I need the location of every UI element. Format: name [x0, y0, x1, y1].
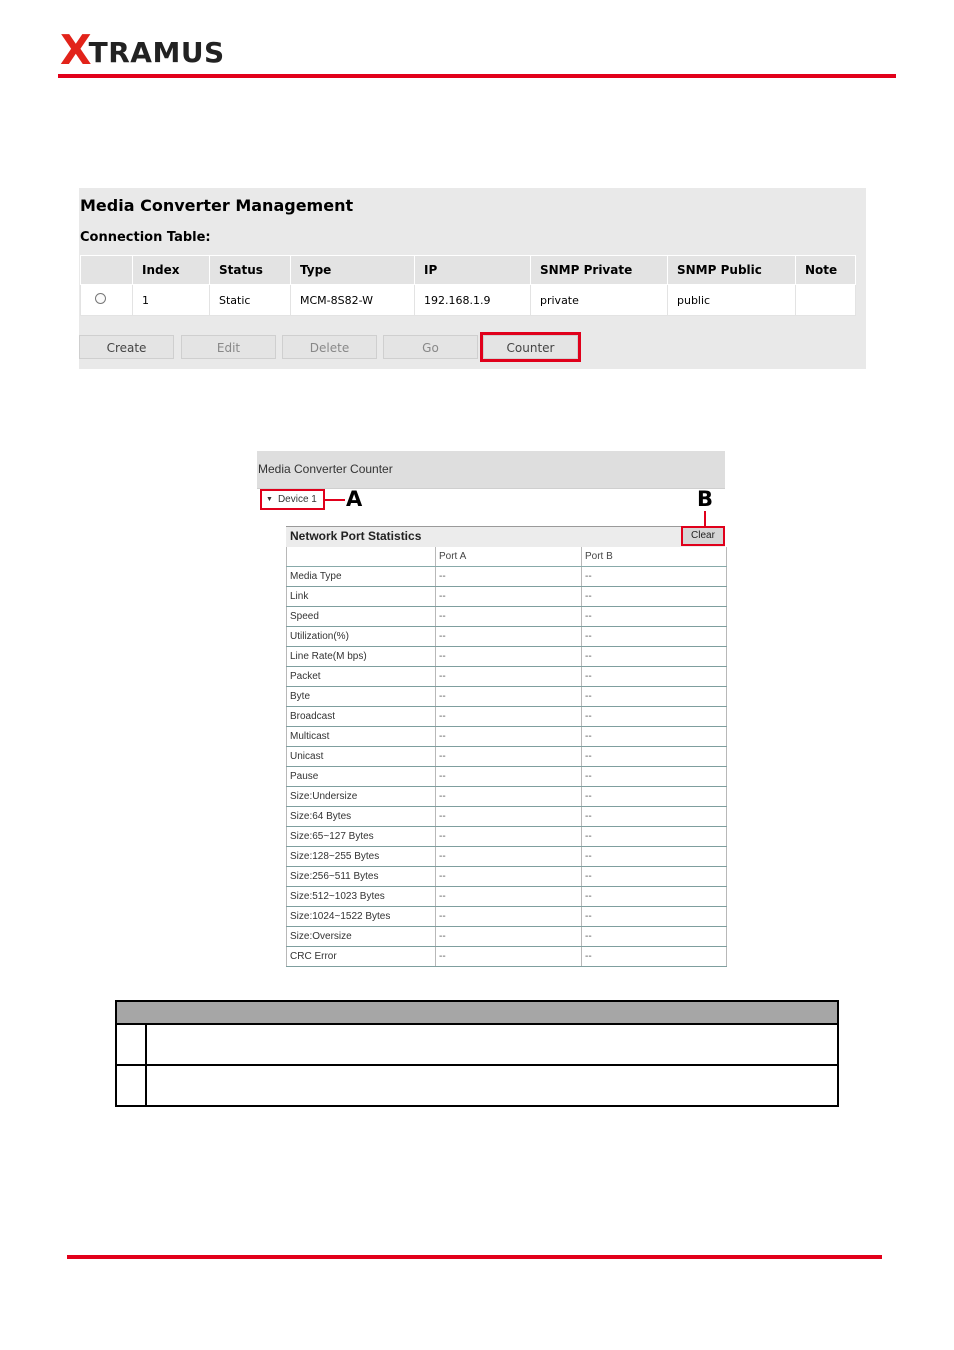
clear-button[interactable]: Clear [681, 526, 725, 546]
connection-table-label: Connection Table: [80, 230, 211, 245]
table-row [287, 627, 727, 647]
port-b-cell: -- [582, 867, 727, 887]
callout-b-label: B [697, 487, 714, 511]
device-label: Device 1 [277, 494, 317, 505]
port-a-cell: -- [436, 687, 582, 707]
table-row [287, 567, 727, 587]
table-row [287, 747, 727, 767]
go-button[interactable]: Go [383, 335, 478, 359]
table-row [287, 807, 727, 827]
port-a-cell: -- [436, 567, 582, 587]
stat-name-cell: Packet [287, 667, 436, 687]
port-b-cell: -- [582, 607, 727, 627]
stat-name-cell: Unicast [287, 747, 436, 767]
col-port-b: Port B [582, 547, 727, 567]
legend-desc-cell [146, 1024, 838, 1065]
connection-table-header [81, 256, 856, 285]
port-a-cell: -- [436, 607, 582, 627]
triangle-down-icon: ▼ [266, 496, 273, 503]
legend-key-cell [116, 1065, 146, 1106]
table-row [287, 847, 727, 867]
port-a-cell: -- [436, 727, 582, 747]
legend-header [116, 1001, 838, 1024]
row-radio[interactable] [95, 293, 106, 304]
stat-name-cell: Size:65~127 Bytes [287, 827, 436, 847]
stat-name-cell: Size:Oversize [287, 927, 436, 947]
stat-name-cell: Size:128~255 Bytes [287, 847, 436, 867]
stat-name-cell: Size:256~511 Bytes [287, 867, 436, 887]
port-b-cell: -- [582, 567, 727, 587]
footer-divider [67, 1255, 882, 1259]
stat-name-cell: Broadcast [287, 707, 436, 727]
legend-desc-cell [146, 1065, 838, 1106]
stats-section-title: Network Port Statistics [290, 529, 422, 543]
port-a-cell: -- [436, 747, 582, 767]
cell-ip: 192.168.1.9 [415, 285, 531, 316]
table-row [287, 927, 727, 947]
port-b-cell: -- [582, 767, 727, 787]
stat-name-cell: Size:64 Bytes [287, 807, 436, 827]
table-row [287, 947, 727, 967]
stat-name-cell: Media Type [287, 567, 436, 587]
col-snmp-private: SNMP Private [531, 256, 668, 285]
logo-wordmark: TRAMUS [88, 36, 225, 69]
legend-row-b [116, 1065, 838, 1106]
callout-b-line [704, 511, 706, 526]
create-button[interactable]: Create [79, 335, 174, 359]
col-snmp-public: SNMP Public [668, 256, 796, 285]
port-b-cell: -- [582, 907, 727, 927]
port-a-cell: -- [436, 787, 582, 807]
port-b-cell: -- [582, 807, 727, 827]
stat-name-cell: Size:Undersize [287, 787, 436, 807]
port-a-cell: -- [436, 927, 582, 947]
port-b-cell: -- [582, 627, 727, 647]
port-b-cell: -- [582, 927, 727, 947]
table-row[interactable] [81, 285, 856, 316]
port-a-cell: -- [436, 627, 582, 647]
callout-a-line [325, 499, 345, 501]
col-select [81, 256, 133, 285]
table-row [287, 587, 727, 607]
cell-index: 1 [133, 285, 210, 316]
counter-button[interactable]: Counter [483, 335, 578, 359]
port-a-cell: -- [436, 587, 582, 607]
xtramus-logo [60, 26, 225, 74]
port-b-cell: -- [582, 687, 727, 707]
legend-table [115, 1000, 839, 1107]
port-a-cell: -- [436, 847, 582, 867]
table-row [287, 767, 727, 787]
col-note: Note [796, 256, 856, 285]
port-b-cell: -- [582, 667, 727, 687]
stat-name-cell: Multicast [287, 727, 436, 747]
col-stat-name [287, 547, 436, 567]
stat-name-cell: Speed [287, 607, 436, 627]
col-index: Index [133, 256, 210, 285]
port-a-cell: -- [436, 907, 582, 927]
col-port-a: Port A [436, 547, 582, 567]
port-b-cell: -- [582, 587, 727, 607]
table-row [287, 827, 727, 847]
callout-a-label: A [346, 487, 363, 511]
table-row [287, 867, 727, 887]
port-a-cell: -- [436, 867, 582, 887]
table-row [287, 727, 727, 747]
header-divider [58, 74, 896, 78]
counter-window-title: Media Converter Counter [258, 462, 393, 476]
edit-button[interactable]: Edit [181, 335, 276, 359]
stat-name-cell: CRC Error [287, 947, 436, 967]
port-a-cell: -- [436, 827, 582, 847]
table-row [287, 607, 727, 627]
cell-snmp-public: public [668, 285, 796, 316]
row-select-cell[interactable] [81, 285, 133, 316]
cell-snmp-private: private [531, 285, 668, 316]
cell-type: MCM-8S82-W [291, 285, 415, 316]
stat-name-cell: Byte [287, 687, 436, 707]
device-selector[interactable] [260, 489, 325, 510]
stat-name-cell: Size:1024~1522 Bytes [287, 907, 436, 927]
stat-name-cell: Line Rate(M bps) [287, 647, 436, 667]
table-row [287, 687, 727, 707]
port-statistics-table [286, 547, 727, 967]
port-a-cell: -- [436, 647, 582, 667]
legend-row-a [116, 1024, 838, 1065]
port-b-cell: -- [582, 707, 727, 727]
management-title: Media Converter Management [80, 196, 354, 215]
connection-table [80, 255, 856, 316]
cell-note [796, 285, 856, 316]
stat-name-cell: Size:512~1023 Bytes [287, 887, 436, 907]
table-row [287, 787, 727, 807]
port-a-cell: -- [436, 887, 582, 907]
stat-name-cell: Pause [287, 767, 436, 787]
table-row [287, 907, 727, 927]
logo-x-letter: X [60, 26, 91, 74]
port-b-cell: -- [582, 727, 727, 747]
legend-key-cell [116, 1024, 146, 1065]
table-row [287, 667, 727, 687]
table-row [287, 887, 727, 907]
port-b-cell: -- [582, 787, 727, 807]
port-a-cell: -- [436, 767, 582, 787]
col-type: Type [291, 256, 415, 285]
port-a-cell: -- [436, 707, 582, 727]
col-status: Status [210, 256, 291, 285]
col-ip: IP [415, 256, 531, 285]
table-row [287, 707, 727, 727]
port-b-cell: -- [582, 647, 727, 667]
stat-name-cell: Link [287, 587, 436, 607]
port-b-cell: -- [582, 747, 727, 767]
stat-name-cell: Utilization(%) [287, 627, 436, 647]
port-a-cell: -- [436, 807, 582, 827]
port-a-cell: -- [436, 667, 582, 687]
port-b-cell: -- [582, 827, 727, 847]
port-b-cell: -- [582, 887, 727, 907]
stats-header-row [287, 547, 727, 567]
cell-status: Static [210, 285, 291, 316]
port-b-cell: -- [582, 947, 727, 967]
port-b-cell: -- [582, 847, 727, 867]
delete-button[interactable]: Delete [282, 335, 377, 359]
port-a-cell: -- [436, 947, 582, 967]
table-row [287, 647, 727, 667]
